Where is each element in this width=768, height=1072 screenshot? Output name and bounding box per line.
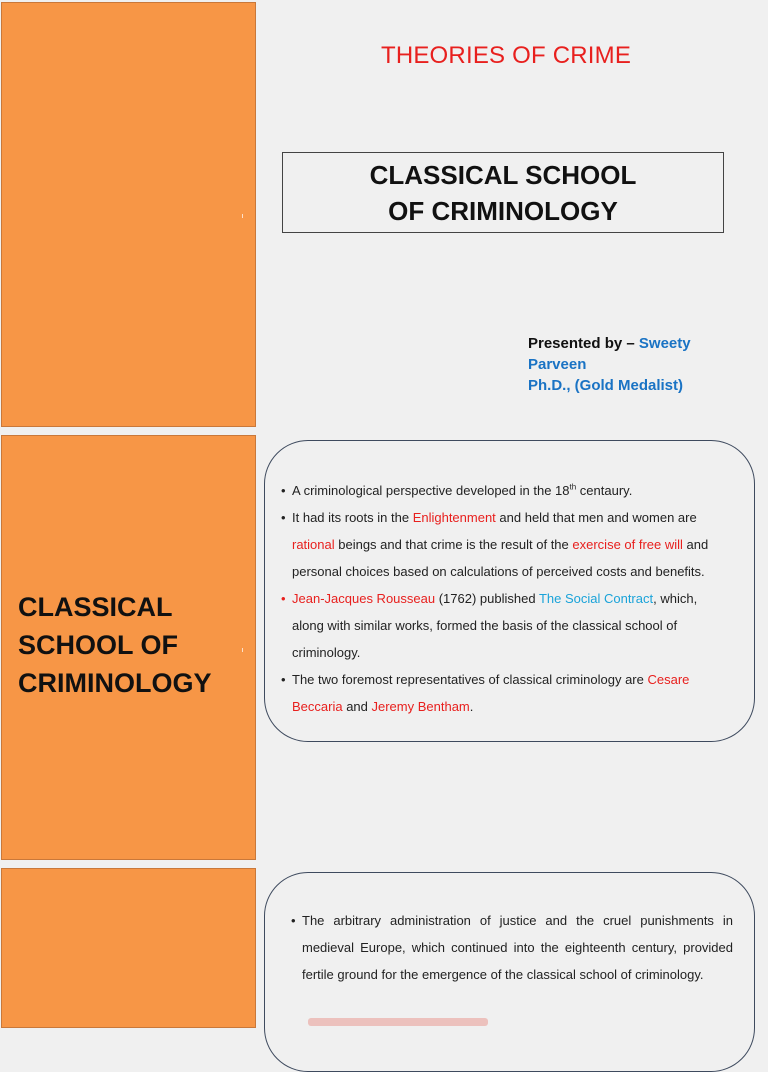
orange-panel (1, 868, 256, 1028)
highlight-beccaria: Cesare Beccaria (292, 672, 690, 714)
bullet-list (291, 907, 733, 988)
presenter-info (528, 333, 728, 396)
title-box (282, 152, 724, 233)
highlight-social-contract: The Social Contract (538, 591, 654, 606)
list-item: • A criminological perspective developed in the 18th centaury. (281, 477, 729, 504)
orange-panel (1, 2, 256, 427)
side-heading: CLASSICAL SCHOOL OF CRIMINOLOGY (18, 592, 212, 698)
highlight-bentham: Jeremy Bentham (371, 699, 470, 714)
slide-title: CLASSICAL SCHOOL OF CRIMINOLOGY (369, 159, 637, 226)
list-item: • The arbitrary administration of justice and the cruel punishments in medieval Europe, which continued into the eighteenth century, provided fertile ground for the emergence of the classical school of criminology. (291, 907, 733, 988)
highlight-free-will: exercise of free will (572, 537, 683, 552)
cropped-text-fragment (308, 1018, 488, 1026)
highlight-rousseau: Jean-Jacques Rousseau (292, 591, 436, 606)
presented-by-label: Presented by – (528, 335, 639, 352)
highlight-enlightenment: Enlightenment (412, 510, 496, 525)
highlight-rational: rational (292, 537, 335, 552)
decorative-mark (242, 648, 243, 652)
orange-panel (1, 435, 256, 860)
presenter-name-first: Sweety (638, 335, 691, 352)
page-header: THEORIES OF CRIME (380, 42, 632, 69)
content-slide-2 (0, 868, 768, 1028)
content-box (264, 872, 755, 1072)
content-box (264, 440, 755, 742)
list-item: • The two foremost representatives of classical criminology are Cesare Beccaria and Jeremy Bentham. (281, 666, 729, 720)
list-item: • It had its roots in the Enlightenment and held that men and women are rational beings and that crime is the result of the exercise of free will and personal choices based on calculations of perceived costs and benefits. (281, 504, 729, 585)
content-slide-1 (0, 435, 768, 860)
presenter-degree: Ph.D., (Gold Medalist) (528, 377, 684, 394)
title-slide (0, 0, 768, 428)
presenter-name-last: Parveen (528, 356, 587, 373)
decorative-mark (242, 214, 243, 218)
bullet-list (281, 477, 729, 720)
list-item: • Jean-Jacques Rousseau (1762) published The Social Contract, which, along with similar works, formed the basis of the classical school of criminology. (281, 585, 729, 666)
